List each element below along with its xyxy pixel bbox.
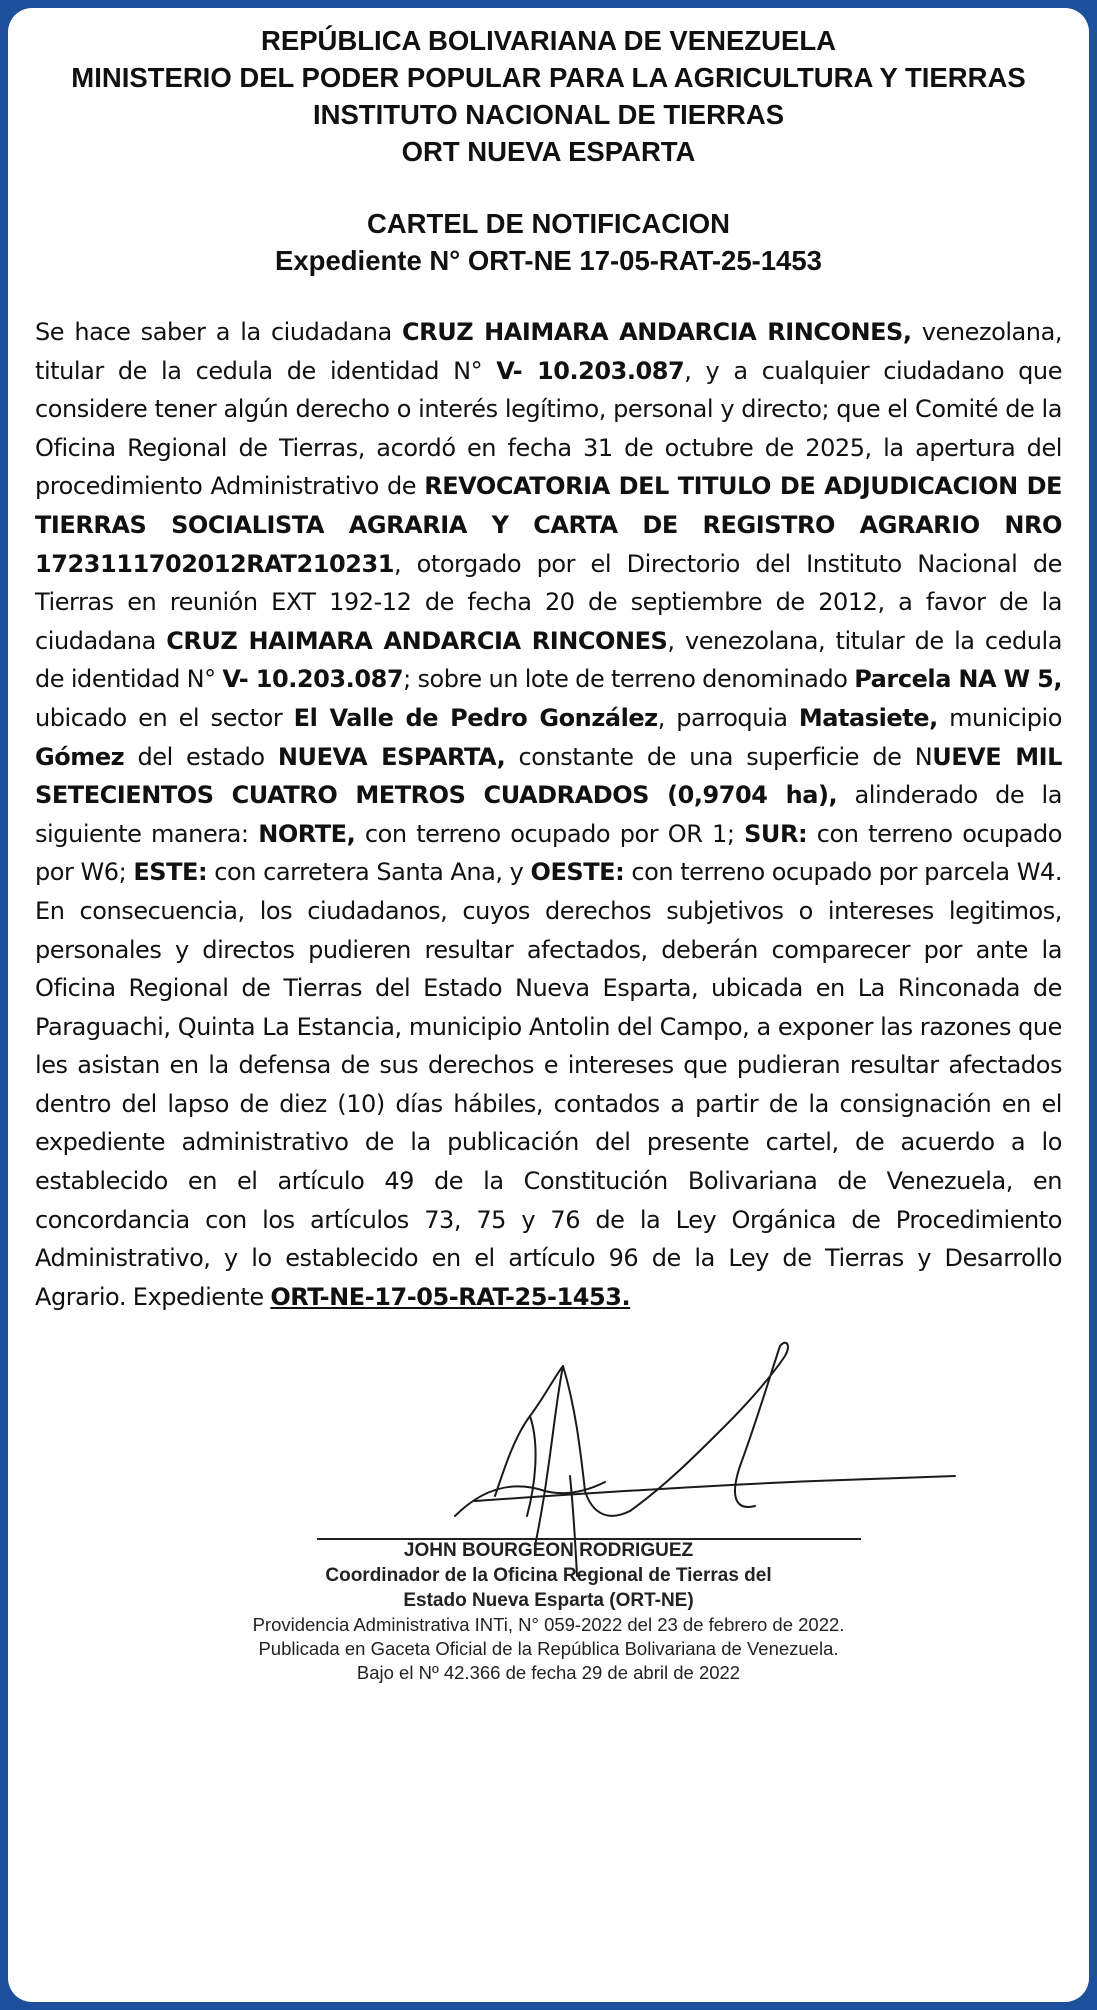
body-text: del estado bbox=[124, 742, 278, 771]
gazette-reference: Publicada en Gaceta Oficial de la República Bolivariana de Venezuela. bbox=[258, 1638, 839, 1660]
body-text: , parroquia bbox=[657, 703, 799, 732]
signature-block bbox=[35, 1316, 1062, 1696]
file-reference: ORT-NE-17-05-RAT-25-1453. bbox=[270, 1282, 631, 1311]
body-text: ubicado en el sector bbox=[35, 703, 294, 732]
body-text: municipio bbox=[937, 703, 1062, 732]
notice-title: CARTEL DE NOTIFICACION bbox=[366, 208, 731, 239]
body-text: con terreno ocupado por W6; bbox=[35, 819, 1062, 887]
body-text: ; sobre un lote de terreno denominado bbox=[403, 665, 855, 694]
id-number: V- 10.203.087 bbox=[496, 356, 685, 385]
boundary-north: NORTE, bbox=[258, 819, 356, 848]
parcel-name: Parcela NA W 5, bbox=[854, 665, 1062, 694]
sector-name: El Valle de Pedro González bbox=[293, 703, 658, 732]
body-text: Se hace saber a la ciudadana bbox=[35, 318, 403, 346]
municipality-name: Gómez bbox=[35, 742, 125, 771]
body-text: , otorgado por el Directorio del Instituto Nacional de Tierras en reunión EXT 192-12 de fecha 20 de septiembre de 2012, a favor de la ciudadana bbox=[35, 549, 1062, 655]
parish-name: Matasiete, bbox=[798, 703, 938, 732]
body-text: , venezolana, titular de la cedula de identidad N° bbox=[35, 626, 1062, 694]
signatory-role: Coordinador de la Oficina Regional de Tierras del bbox=[325, 1565, 772, 1587]
header-ministry: MINISTERIO DEL PODER POPULAR PARA LA AGRICULTURA Y TIERRAS bbox=[71, 62, 1026, 93]
header-institute: INSTITUTO NACIONAL DE TIERRAS bbox=[312, 99, 785, 130]
file-number: Expediente N° ORT-NE 17-05-RAT-25-1453 bbox=[275, 245, 822, 276]
gazette-number: Bajo el Nº 42.366 de fecha 29 de abril de 2022 bbox=[356, 1662, 741, 1684]
signatory-office: Estado Nueva Esparta (ORT-NE) bbox=[403, 1590, 694, 1612]
header-office: ORT NUEVA ESPARTA bbox=[401, 136, 696, 167]
document-header bbox=[35, 22, 1062, 279]
body-text: con terreno ocupado por OR 1; bbox=[355, 819, 745, 848]
body-text: , y a cualquier ciudadano que considere tener algún derecho o interés legítimo, personal y directo; que el Comité de la Oficina Regional de Tierras, acordó en fecha 31 de octubre de 2025, la apertura del procedimiento Administrativo de bbox=[35, 356, 1063, 501]
body-text: venezolana, titular de la cedula de identidad N° bbox=[35, 318, 1063, 385]
citizen-name: CRUZ HAIMARA ANDARCIA RINCONES bbox=[166, 626, 668, 655]
header-country: REPÚBLICA BOLIVARIANA DE VENEZUELA bbox=[261, 25, 836, 56]
boundary-south: SUR: bbox=[744, 819, 808, 848]
area-value: UEVE MIL SETECIENTOS CUATRO METROS CUADRADOS (0,9704 ha), bbox=[35, 742, 1063, 810]
citizen-name: CRUZ HAIMARA ANDARCIA RINCONES, bbox=[402, 318, 912, 346]
id-number: V- 10.203.087 bbox=[222, 665, 404, 694]
signatory-name: JOHN BOURGEON RODRIGUEZ bbox=[403, 1540, 694, 1562]
legal-reference: Providencia Administrativa INTi, N° 059-2022 del 23 de febrero de 2022. bbox=[252, 1614, 845, 1636]
boundary-east: ESTE: bbox=[133, 858, 208, 887]
procedure-name: REVOCATORIA DEL TITULO DE ADJUDICACION DE TIERRAS SOCIALISTA AGRARIA Y CARTA DE REGISTRO AGRARIO NRO 1723111702012RAT210231 bbox=[35, 472, 1062, 578]
boundary-west: OESTE: bbox=[530, 858, 625, 887]
body-text: alinderado de la siguiente manera: bbox=[35, 781, 1063, 848]
signatory-details bbox=[35, 1538, 1062, 1685]
state-name: NUEVA ESPARTA, bbox=[277, 742, 506, 771]
body-text: con carretera Santa Ana, y bbox=[207, 858, 531, 887]
notice-body bbox=[35, 313, 1062, 1316]
body-text: constante de una superficie de N bbox=[505, 742, 933, 771]
notice-sheet bbox=[8, 8, 1089, 2002]
body-text: con terreno ocupado por parcela W4. En consecuencia, los ciudadanos, cuyos derechos subjetivos o intereses legitimos, personales y directos pudieren resultar afectados, deberán comparecer por ante la Oficina Regional de Tierras del Estado Nueva Esparta, ubicada en La Rinconada de Paraguachi, Quinta La Estancia, municipio Antolin del Campo, a exponer las razones que les asistan en la defensa de sus derechos e intereses que pudieran resultar afectados dentro del lapso de diez (10) días hábiles, contados a partir de la consignación en el expediente administrativo de la publicación del presente cartel, de acuerdo a lo establecido en el artículo 49 de la Constitución Bolivariana de Venezuela, en concordancia con los artículos 73, 75 y 76 de la Ley Orgánica de Procedimiento Administrativo, y lo establecido en el artículo 96 de la Ley de Tierras y Desarrollo Agrario. Expediente bbox=[35, 858, 1063, 1311]
